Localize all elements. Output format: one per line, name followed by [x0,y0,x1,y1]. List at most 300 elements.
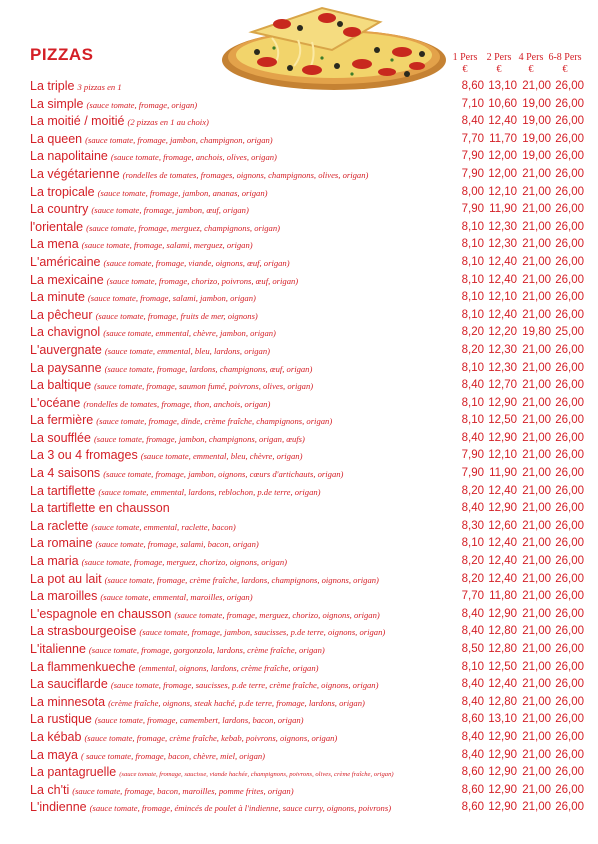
pizza-description: (sauce tomate, fromage, crème fraîche, lardons, champignons, oignons, origan) [104,574,379,585]
price-2-pers: 12,90 [488,502,517,515]
pizza-description: (sauce tomate, fromage, saucisse, viande hachée, champignons, poivrons, olives, crème fraîche, origan) [119,771,394,779]
column-label: 6-8 Pers [548,52,582,63]
price-1-pers: 8,50 [461,643,484,655]
price-1-pers: 7,10 [461,97,484,110]
pizza-name: La ch'ti [30,782,70,797]
menu-item [30,148,584,166]
price-6-8-pers: 26,00 [555,396,584,409]
price-1-pers: 8,10 [461,396,484,409]
price-6-8-pers: 26,00 [555,625,584,638]
menu-item-text [30,641,325,660]
price-1-pers: 8,10 [461,361,484,374]
price-4-pers: 21,00 [522,291,551,304]
price-1-pers: 8,10 [461,238,484,251]
menu-item [30,254,584,272]
price-2-pers: 12,70 [488,379,517,392]
pizza-description: (rondelles de tomates, fromages, oignons, champignons, olives, origan) [122,169,369,180]
menu-item-text [30,588,253,607]
menu-item-text [30,729,337,748]
menu-item-text [30,131,273,150]
price-4-pers: 21,00 [522,695,551,708]
menu-item-list [30,78,584,817]
pizza-description: (sauce tomate, fromage, dinde, crème fraîche, champignons, origan) [96,416,333,427]
price-4-pers: 19,00 [522,132,551,145]
price-4-pers: 21,00 [522,467,551,480]
price-6-8-pers: 26,00 [555,379,584,392]
pizza-description: ( sauce tomate, fromage, bacon, chèvre, miel, origan) [80,750,266,761]
column-header-4-pers [516,52,546,76]
pizza-name: La moitié / moitié [30,114,125,129]
pizza-description: (sauce tomate, fromage, salami, bacon, origan) [95,539,259,550]
price-2-pers: 12,60 [488,519,517,532]
pizza-name: La minnesota [30,694,106,709]
price-1-pers: 8,20 [461,343,484,356]
price-2-pers: 12,90 [488,801,517,814]
price-4-pers: 21,00 [522,255,551,268]
pizza-name: La mexicaine [30,272,104,287]
menu-item-text [30,553,287,572]
price-2-pers: 12,80 [488,643,517,655]
menu-item-text [30,711,304,730]
price-1-pers: 8,10 [461,414,484,427]
price-4-pers: 21,00 [522,449,551,462]
price-2-pers: 12,40 [488,308,517,321]
price-4-pers: 21,00 [522,484,551,497]
price-2-pers: 12,90 [488,730,517,743]
price-4-pers: 21,00 [522,555,551,568]
menu-item [30,131,584,149]
pizza-name: La napolitaine [30,149,108,164]
price-1-pers: 8,10 [461,660,484,673]
pizza-name: La strasbourgeoise [30,624,137,639]
pizza-description: (sauce tomate, fromage, salami, merguez, origan) [81,240,253,251]
price-6-8-pers: 26,00 [555,695,584,708]
price-1-pers: 8,40 [461,678,484,691]
pizza-name: La tartiflette en chausson [30,501,170,516]
price-2-pers: 12,30 [488,238,517,251]
price-1-pers: 7,90 [461,449,484,462]
menu-item-text [30,166,368,185]
price-2-pers: 12,50 [488,414,517,427]
price-6-8-pers: 26,00 [555,238,584,251]
price-6-8-pers: 26,00 [555,467,584,480]
menu-item [30,747,584,765]
pizza-description: (sauce tomate, emmental, maroilles, origan) [100,592,253,603]
price-6-8-pers: 26,00 [555,343,584,356]
price-6-8-pers: 26,00 [555,572,584,585]
pizza-name: La tartiflette [30,483,96,498]
menu-item-text [30,500,170,518]
menu-item-text [30,324,276,343]
price-4-pers: 21,00 [522,678,551,691]
menu-item [30,289,584,307]
price-2-pers: 12,90 [488,607,517,620]
pizza-description: (sauce tomate, fromage, lardons, champignons, œuf, origan) [104,363,313,374]
price-6-8-pers: 26,00 [555,361,584,374]
price-6-8-pers: 26,00 [555,678,584,691]
menu-item [30,307,584,325]
pizza-name: L'américaine [30,254,101,269]
price-4-pers: 19,00 [522,150,551,163]
price-1-pers: 8,20 [461,555,484,568]
price-2-pers: 12,90 [488,766,517,779]
price-6-8-pers: 26,00 [555,291,584,304]
price-6-8-pers: 26,00 [555,502,584,515]
price-1-pers: 8,10 [461,291,484,304]
price-6-8-pers: 26,00 [555,150,584,163]
menu-item-text [30,148,277,167]
price-6-8-pers: 26,00 [555,607,584,620]
price-2-pers: 12,40 [488,678,517,691]
price-2-pers: 11,90 [489,203,517,216]
pizza-description: 3 pizzas en 1 [77,82,122,92]
price-2-pers: 12,90 [488,431,517,444]
price-1-pers: 8,40 [461,695,484,708]
pizza-name: La 4 saisons [30,466,101,481]
price-1-pers: 8,60 [461,80,484,92]
price-4-pers: 21,00 [522,414,551,427]
price-6-8-pers: 26,00 [555,449,584,462]
pizza-name: L'espagnole en chausson [30,606,172,621]
menu-item-text [30,799,391,818]
price-4-pers: 21,00 [522,625,551,638]
price-6-8-pers: 26,00 [555,519,584,532]
menu-item [30,500,584,518]
menu-item [30,782,584,800]
pizza-name: La pot au lait [30,571,102,586]
price-1-pers: 8,40 [461,607,484,620]
menu-item [30,113,584,131]
pizza-name: L'italienne [30,642,86,656]
menu-item-text [30,518,236,537]
column-label: 2 Pers [486,52,512,63]
column-header-1-pers [450,52,480,76]
pizza-name: L'océane [30,395,81,410]
price-2-pers: 12,90 [488,783,517,796]
price-4-pers: 21,00 [522,537,551,550]
menu-item-text [30,483,321,502]
price-2-pers: 12,40 [488,484,517,497]
price-1-pers: 8,30 [461,519,484,532]
menu-item [30,447,584,465]
price-1-pers: 8,10 [461,537,484,550]
pizza-description: (sauce tomate, fromage, bacon, maroilles, pomme frites, origan) [72,785,294,796]
price-1-pers: 8,00 [461,185,484,198]
price-2-pers: 13,10 [488,713,517,726]
menu-item-text [30,430,305,449]
price-2-pers: 11,80 [489,590,517,603]
menu-item-text [30,412,332,431]
price-6-8-pers: 26,00 [555,115,584,128]
price-6-8-pers: 26,00 [555,730,584,743]
price-4-pers: 21,00 [522,238,551,251]
price-2-pers: 12,30 [488,361,517,374]
price-2-pers: 12,20 [488,326,517,339]
price-1-pers: 8,10 [461,308,484,321]
menu-item-text [30,96,197,115]
price-2-pers: 12,90 [488,396,517,409]
menu-item-text [30,535,259,554]
price-6-8-pers: 26,00 [555,713,584,726]
menu-item-text [30,465,343,484]
pizza-name: La rustique [30,712,92,727]
price-2-pers: 12,40 [488,255,517,268]
price-1-pers: 7,90 [461,203,484,216]
pizza-description: (sauce tomate, fromage, origan) [86,99,198,110]
price-6-8-pers: 26,00 [555,273,584,286]
pizza-name: La maroilles [30,589,98,604]
price-1-pers: 8,60 [461,801,484,814]
menu-item-text [30,272,298,291]
menu-item [30,465,584,483]
pizza-name: La simple [30,96,84,111]
price-6-8-pers: 26,00 [555,484,584,497]
pizza-description: (sauce tomate, fromage, gorgonzola, lardons, crème fraîche, origan) [88,645,325,655]
price-2-pers: 11,90 [489,467,517,480]
price-4-pers: 21,00 [522,167,551,180]
menu-item [30,659,584,677]
price-4-pers: 21,00 [522,80,551,92]
menu-title: PIZZAS [30,45,94,64]
price-4-pers: 19,00 [522,115,551,128]
menu-item-text [30,782,294,801]
price-4-pers: 21,00 [522,660,551,673]
price-6-8-pers: 26,00 [555,185,584,198]
menu-item [30,184,584,202]
price-6-8-pers: 26,00 [555,308,584,321]
price-6-8-pers: 26,00 [555,80,584,92]
price-6-8-pers: 26,00 [555,766,584,779]
price-1-pers: 8,40 [461,748,484,761]
column-label: 4 Pers [518,52,544,63]
price-2-pers: 12,30 [488,343,517,356]
price-2-pers: 12,80 [488,625,517,638]
price-4-pers: 21,00 [522,220,551,233]
price-6-8-pers: 26,00 [555,203,584,216]
menu-item-text [30,606,380,625]
menu-item-text [30,254,290,273]
menu-item [30,236,584,254]
pizza-description: (sauce tomate, fromage, merguez, chorizo, oignons, origan) [174,609,380,620]
menu-item-text [30,78,122,97]
menu-item [30,676,584,694]
menu-item [30,571,584,589]
price-2-pers: 12,00 [488,150,517,163]
pizza-description: (sauce tomate, fromage, jambon, champignons, origan, œufs) [93,433,305,444]
pizza-description: (sauce tomate, fromage, jambon, champignon, origan) [85,134,273,145]
pizza-name: La maria [30,554,79,569]
price-6-8-pers: 26,00 [555,590,584,603]
pizza-description: (sauce tomate, fromage, crème fraîche, kebab, poivrons, oignons, origan) [84,732,338,743]
menu-item [30,430,584,448]
price-6-8-pers: 26,00 [555,555,584,568]
menu-item-text [30,289,256,308]
price-2-pers: 12,30 [488,220,517,233]
pizza-name: La maya [30,747,78,762]
menu-item [30,360,584,378]
price-4-pers: 21,00 [522,361,551,374]
menu-item [30,535,584,553]
menu-item [30,694,584,712]
pizza-name: La flammenkueche [30,659,136,674]
price-2-pers: 12,90 [488,748,517,761]
price-6-8-pers: 26,00 [555,801,584,814]
pizza-description: (sauce tomate, emmental, chèvre, jambon, origan) [103,328,276,339]
price-1-pers: 7,70 [461,132,484,145]
pizza-name: La chavignol [30,325,101,340]
pizza-name: La tropicale [30,184,95,199]
price-2-pers: 12,10 [488,291,517,304]
menu-item-text [30,694,365,713]
menu-item-text [30,395,270,414]
price-2-pers: 12,40 [488,273,517,286]
price-2-pers: 10,60 [488,97,517,110]
price-1-pers: 8,40 [461,379,484,392]
menu-item-text [30,236,253,255]
price-1-pers: 8,40 [461,431,484,444]
pizza-name: La country [30,202,89,217]
price-4-pers: 21,00 [522,396,551,409]
price-1-pers: 7,90 [461,150,484,163]
price-4-pers: 21,00 [522,766,551,779]
menu-item [30,641,584,659]
price-2-pers: 12,10 [488,185,517,198]
price-4-pers: 21,00 [522,801,551,814]
menu-item [30,711,584,729]
pizza-name: La minute [30,290,85,305]
column-header-2-pers [484,52,514,76]
price-4-pers: 19,80 [522,326,551,339]
menu-item [30,764,584,782]
price-6-8-pers: 26,00 [555,97,584,110]
pizza-description: (sauce tomate, fromage, jambon, oignons, cœurs d'artichauts, origan) [103,469,344,480]
pizza-description: (sauce tomate, emmental, bleu, chèvre, origan) [140,451,303,462]
pizza-description: (sauce tomate, fromage, merguez, chorizo, oignons, origan) [81,557,287,568]
pizza-description: (crème fraîche, oignons, steak haché, p.de terre, fromage, lardons, origan) [108,697,365,708]
menu-item [30,518,584,536]
menu-item [30,395,584,413]
pizza-name: La 3 ou 4 fromages [30,448,138,463]
price-4-pers: 21,00 [522,379,551,392]
pizza-description: (emmental, oignons, lardons, crème fraîche, origan) [138,662,319,673]
pizza-description: (sauce tomate, fromage, saucisses, p.de terre, crème fraîche, oignons, origan) [110,680,379,691]
pizza-name: La baltique [30,378,92,393]
pizza-description: (sauce tomate, fromage, fruits de mer, oignons) [95,310,258,321]
menu-item [30,799,584,817]
price-2-pers: 11,70 [489,132,517,145]
menu-item-text [30,571,379,590]
menu-item [30,324,584,342]
price-4-pers: 21,00 [522,308,551,321]
price-2-pers: 12,40 [488,555,517,568]
menu-item [30,78,584,96]
pizza-description: (sauce tomate, fromage, salami, jambon, origan) [87,293,256,304]
pizza-name: La végétarienne [30,166,120,181]
column-label: 1 Pers [452,52,478,63]
price-2-pers: 12,40 [488,537,517,550]
menu-item-text [30,360,312,379]
price-6-8-pers: 26,00 [555,255,584,268]
pizza-description: (sauce tomate, fromage, jambon, ananas, origan) [97,187,268,198]
menu-item [30,166,584,184]
pizza-description: (sauce tomate, fromage, émincés de poulet à l'indienne, sauce curry, oignons, poivrons) [89,803,392,814]
price-1-pers: 7,70 [461,590,484,603]
column-unit: € [562,64,568,75]
price-4-pers: 19,00 [522,97,551,110]
menu-item-text [30,747,265,766]
menu-item [30,377,584,395]
price-6-8-pers: 26,00 [555,783,584,796]
column-unit: € [528,64,534,75]
price-1-pers: 7,90 [461,467,484,480]
price-4-pers: 21,00 [522,343,551,356]
price-4-pers: 21,00 [522,203,551,216]
price-6-8-pers: 25,00 [555,326,584,339]
price-1-pers: 8,40 [461,502,484,515]
price-2-pers: 12,40 [488,115,517,128]
column-unit: € [462,64,468,75]
menu-item-text [30,676,378,695]
pizza-description: (sauce tomate, fromage, chorizo, poivrons, œuf, origan) [106,275,299,286]
price-4-pers: 21,00 [522,273,551,286]
menu-item-text [30,623,385,642]
price-1-pers: 8,40 [461,625,484,638]
price-4-pers: 21,00 [522,185,551,198]
pizza-description: (sauce tomate, emmental, bleu, lardons, origan) [104,345,270,356]
menu-item [30,588,584,606]
price-6-8-pers: 26,00 [555,537,584,550]
price-6-8-pers: 26,00 [555,220,584,233]
price-6-8-pers: 26,00 [555,643,584,655]
price-1-pers: 7,90 [461,167,484,180]
pizza-name: La soufflée [30,430,91,445]
price-6-8-pers: 26,00 [555,167,584,180]
price-6-8-pers: 26,00 [555,748,584,761]
price-1-pers: 8,60 [461,783,484,796]
menu-item-text [30,377,313,396]
price-2-pers: 12,10 [488,449,517,462]
price-1-pers: 8,60 [461,713,484,726]
price-4-pers: 21,00 [522,590,551,603]
pizza-description: (2 pizzas en 1 au choix) [127,117,209,128]
pizza-name: La triple [30,79,75,93]
price-1-pers: 8,20 [461,484,484,497]
pizza-description: (sauce tomate, fromage, viande, oignons, œuf, origan) [103,257,290,268]
price-2-pers: 12,80 [488,695,517,708]
price-2-pers: 12,40 [488,572,517,585]
price-6-8-pers: 26,00 [555,431,584,444]
pizza-description: (sauce tomate, emmental, lardons, reblochon, p.de terre, origan) [98,486,321,497]
pizza-description: (rondelles de tomates, fromage, thon, anchois, origan) [83,398,271,409]
price-2-pers: 12,50 [488,660,517,673]
menu-item [30,272,584,290]
menu-item-text [30,113,209,132]
menu-item-text [30,219,280,238]
pizza-name: La sauciflarde [30,677,108,692]
pizza-description: (sauce tomate, fromage, saumon fumé, poivrons, olives, origan) [94,381,314,392]
price-4-pers: 21,00 [522,572,551,585]
pizza-description: (sauce tomate, fromage, anchois, olives, origan) [110,152,277,163]
pizza-name: La raclette [30,518,89,533]
price-4-pers: 21,00 [522,783,551,796]
price-2-pers: 13,10 [488,80,517,92]
price-1-pers: 8,20 [461,572,484,585]
menu-item [30,623,584,641]
menu-item [30,201,584,219]
pizza-name: La pantagruelle [30,765,117,780]
menu-item-text [30,342,270,361]
column-header-6-8-pers [546,52,584,76]
